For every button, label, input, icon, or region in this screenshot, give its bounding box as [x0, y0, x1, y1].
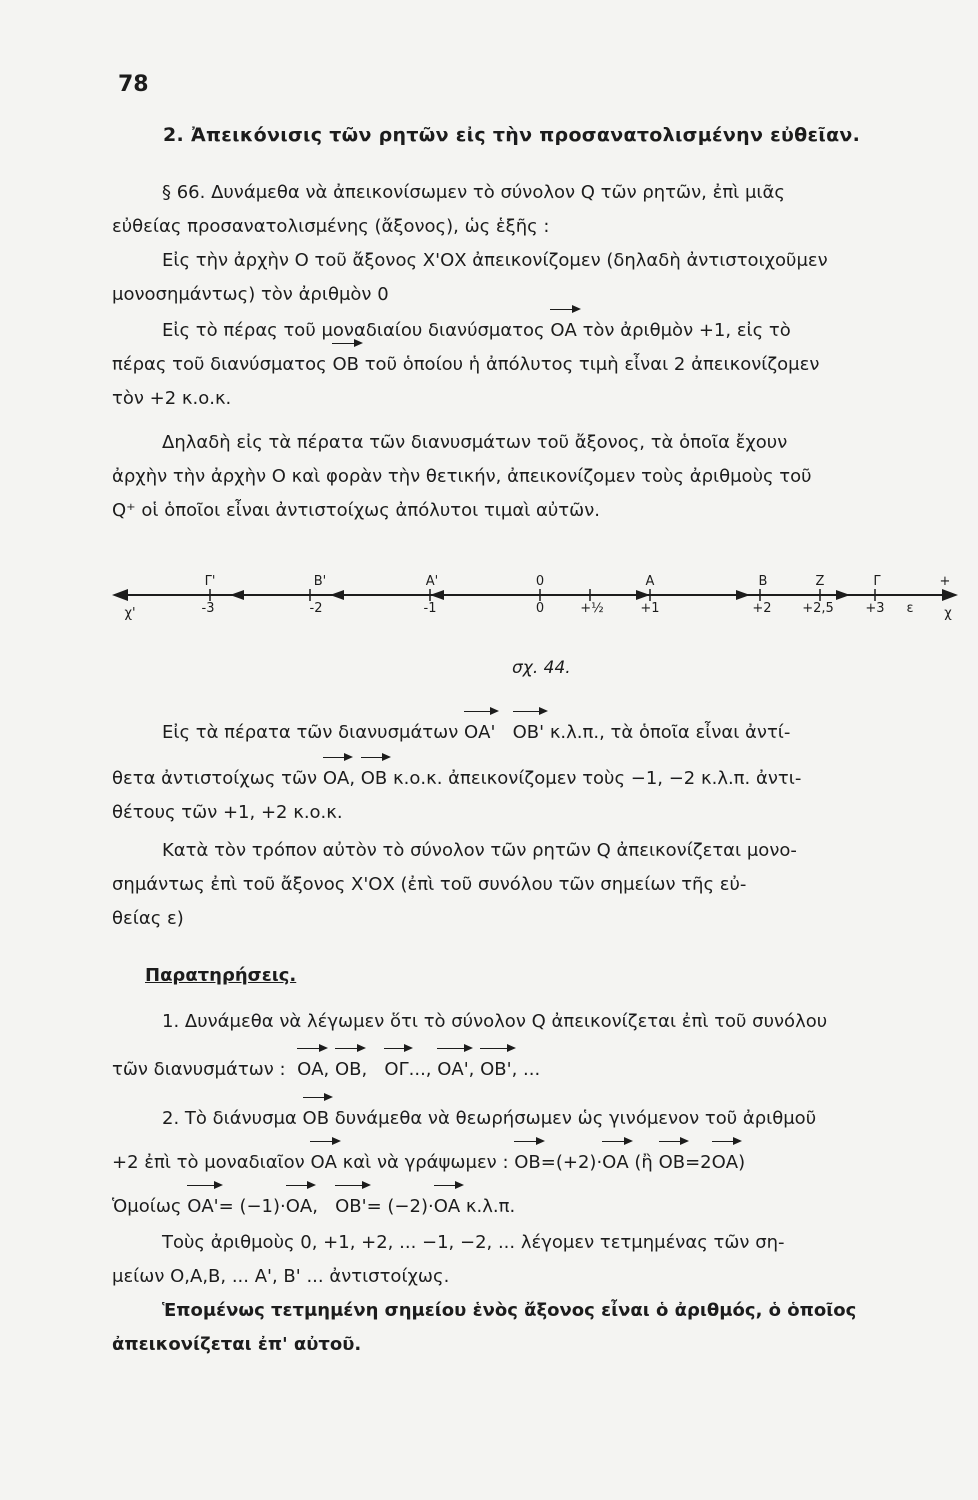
point-label-upper: Α': [425, 574, 439, 589]
text-line: Δηλαδὴ εἰς τὰ πέρατα τῶν διανυσμάτων τοῦ ἄξονος, τὰ ὁποῖα ἔχουν: [162, 432, 788, 453]
text: +2 ἐπὶ τὸ μοναδιαῖον: [112, 1152, 305, 1173]
formula: = (−2)·: [366, 1196, 434, 1217]
text-line: τῶν διανυσμάτων : ΟΑ, ΟΒ, ΟΓ..., ΟΑ', ΟΒ', ...: [112, 1053, 960, 1087]
unit-arrow: [430, 590, 444, 600]
text-line: θείας ε): [112, 908, 184, 929]
text-line: [112, 348, 960, 382]
formula: = (−1)·: [218, 1196, 286, 1217]
figure-caption: σχ. 44.: [512, 658, 571, 678]
vector-OA: ΟΑ: [323, 762, 349, 796]
paragraph-origin: [112, 244, 960, 312]
unit-arrow: [736, 590, 750, 600]
formula: =(+2)·: [540, 1152, 603, 1173]
vector-OB-prime: ΟΒ': [335, 1190, 366, 1224]
text: Εἰς τὸ πέρας τοῦ μοναδιαίου διανύσματος: [162, 320, 545, 341]
text-line: θετα ἀντιστοίχως τῶν ΟΑ, ΟΒ κ.ο.κ. ἀπεικονίζομεν τοὺς −1, −2 κ.λ.π. ἀντι-: [112, 762, 960, 796]
text: καὶ νὰ γράψωμεν :: [342, 1152, 509, 1173]
text: τὸν ἀριθμὸν +1, εἰς τὸ: [582, 320, 791, 341]
text-line: ἀρχὴν τὴν ἀρχὴν Ο καὶ φορὰν τὴν θετικήν, ἀπεικονίζομεν τοὺς ἀριθμοὺς τοῦ: [112, 466, 812, 487]
unit-arrow: [636, 590, 650, 600]
point-label-lower: +2,5: [802, 601, 834, 616]
point-label-lower: +3: [865, 601, 885, 616]
remark-1: [112, 1005, 960, 1087]
text-line: Q⁺ οἱ ὁποῖοι εἶναι ἀντιστοίχως ἀπόλυτοι τιμαὶ αὐτῶν.: [112, 500, 600, 521]
text-line: Εἰς τὴν ἀρχὴν Ο τοῦ ἄξονος Χ'ΟΧ ἀπεικονίζομεν (δηλαδὴ ἀντιστοιχοῦμεν: [162, 250, 828, 271]
text: 2. Τὸ διάνυσμα: [162, 1108, 297, 1129]
paragraph-unit-vector: [112, 314, 960, 416]
axis-arrow-right: [942, 589, 958, 601]
formula: (ἢ: [634, 1152, 653, 1173]
axis-arrow-left: [112, 589, 128, 601]
point-label-upper: Γ: [873, 574, 881, 589]
vector-OA-prime: ΟΑ': [437, 1053, 468, 1087]
point-label-upper: +: [939, 574, 951, 589]
text-line: θέτους τῶν +1, +2 κ.ο.κ.: [112, 802, 343, 823]
point-label-upper: 0: [535, 574, 545, 589]
text-line: ἀπεικονίζεται ἐπ' αὐτοῦ.: [112, 1334, 362, 1355]
text: τοῦ ὁποίου ἡ ἀπόλυτος τιμὴ εἶναι 2 ἀπεικονίζομεν: [364, 354, 820, 375]
point-label-upper: Α: [645, 574, 655, 589]
remark-2: [112, 1102, 960, 1224]
vector-OB: ΟΒ: [659, 1146, 686, 1180]
vector-OA: ΟΑ: [602, 1146, 628, 1180]
point-label-lower: -2: [309, 601, 323, 616]
vector-OA-prime: ΟΑ': [187, 1190, 218, 1224]
vector-OA-prime: ΟΑ': [464, 716, 495, 750]
unit-arrow: [836, 590, 850, 600]
formula: =2: [685, 1152, 712, 1173]
text-line: [112, 716, 960, 750]
vector-OG: ΟΓ: [384, 1053, 408, 1087]
point-label-upper: Ζ: [815, 574, 825, 589]
text-line: τὸν +2 κ.ο.κ.: [112, 388, 232, 409]
text-line: 1. Δυνάμεθα νὰ λέγωμεν ὅτι τὸ σύνολον Q ἀπεικονίζεται ἐπὶ τοῦ συνόλου: [162, 1011, 828, 1032]
point-label-lower: χ: [944, 606, 952, 621]
text-line: μείων Ο,Α,Β, ... Α', Β' ... ἀντιστοίχως.: [112, 1266, 450, 1287]
text-line: Κατὰ τὸν τρόπον αὐτὸν τὸ σύνολον τῶν ρητῶν Q ἀπεικονίζεται μονο-: [162, 840, 797, 861]
vector-OB: ΟΒ: [335, 1053, 362, 1087]
page-number: 78: [118, 72, 149, 97]
point-label-upper: Β: [758, 574, 768, 589]
point-label-upper: Β': [313, 574, 327, 589]
text: Ὁμοίως: [112, 1196, 182, 1217]
text: πέρας τοῦ διανύσματος: [112, 354, 327, 375]
section-title: 2. Ἀπεικόνισις τῶν ρητῶν εἰς τὴν προσανατολισμένην εὐθεῖαν.: [163, 124, 861, 146]
point-label-lower: -3: [201, 601, 215, 616]
text-line: μονοσημάντως) τὸν ἀριθμὸν 0: [112, 284, 389, 305]
point-label-lower: +½: [580, 601, 604, 616]
text: κ.λ.π., τὰ ὁποῖα εἶναι ἀντί-: [549, 722, 791, 743]
vector-OB: ΟΒ: [303, 1102, 330, 1136]
vector-OB: ΟΒ: [332, 348, 359, 382]
paragraph-conclusion: [112, 834, 960, 936]
unit-arrow: [230, 590, 244, 600]
text-line: +2 ἐπὶ τὸ μοναδιαῖον ΟΑ καὶ νὰ γράψωμεν : ΟΒ=(+2)·ΟΑ (ἢ ΟΒ=2ΟΑ): [112, 1146, 960, 1180]
vector-OA: ΟΑ: [434, 1190, 460, 1224]
vector-OB-prime: ΟΒ': [513, 716, 544, 750]
point-label-lower: -1: [423, 601, 437, 616]
vector-OA: ΟΑ: [550, 314, 576, 348]
paragraph-negative: [112, 716, 960, 830]
text: κ.ο.κ. ἀπεικονίζομεν τοὺς −1, −2 κ.λ.π. ἀντι-: [393, 768, 802, 789]
text-line: Τοὺς ἀριθμοὺς 0, +1, +2, ... −1, −2, ... λέγομεν τετμημένας τῶν ση-: [162, 1232, 785, 1253]
text: δυνάμεθα νὰ θεωρήσωμεν ὡς γινόμενον τοῦ ἀριθμοῦ: [334, 1108, 817, 1129]
vector-OB: ΟΒ: [361, 762, 388, 796]
paragraph-intro: [112, 176, 960, 244]
point-label-upper: Γ': [204, 574, 216, 589]
vector-OA: ΟΑ: [297, 1053, 323, 1087]
point-label-lower: χ': [124, 606, 136, 621]
text-line: σημάντως ἐπὶ τοῦ ἄξονος Χ'ΟΧ (ἐπὶ τοῦ συνόλου τῶν σημείων τῆς εὐ-: [112, 874, 747, 895]
text-line: Ἑπομένως τετμημένη σημείου ἑνὸς ἄξονος εἶναι ὁ ἀριθμός, ὁ ὁποῖος: [162, 1300, 857, 1321]
point-label-lower: +1: [640, 601, 660, 616]
vector-OB: ΟΒ: [514, 1146, 541, 1180]
vector-OA: ΟΑ: [712, 1146, 738, 1180]
unit-arrow: [330, 590, 344, 600]
text: θετα ἀντιστοίχως τῶν: [112, 768, 318, 789]
remarks-heading: Παρατηρήσεις.: [145, 965, 297, 986]
text-line: εὐθείας προσανατολισμένης (ἄξονος), ὡς ἑξῆς :: [112, 216, 550, 237]
number-line-figure: [110, 570, 960, 640]
text-line: [112, 314, 960, 348]
point-label-lower: +2: [752, 601, 772, 616]
text-line: [112, 1102, 960, 1136]
text: τῶν διανυσμάτων :: [112, 1059, 286, 1080]
text: κ.λ.π.: [465, 1196, 516, 1217]
point-label-lower: 0: [535, 601, 545, 616]
text: Εἰς τὰ πέρατα τῶν διανυσμάτων: [162, 722, 459, 743]
vector-OA: ΟΑ: [286, 1190, 312, 1224]
vector-OA: ΟΑ: [310, 1146, 336, 1180]
paragraph-abscissa: [112, 1226, 960, 1362]
vector-OB-prime: ΟΒ': [480, 1053, 511, 1087]
point-label-lower: ε: [906, 601, 914, 616]
paragraph-positive: [112, 426, 960, 528]
text-line: § 66. Δυνάμεθα νὰ ἀπεικονίσωμεν τὸ σύνολον Q τῶν ρητῶν, ἐπὶ μιᾶς: [162, 182, 785, 203]
text-line: Ὁμοίως ΟΑ'= (−1)·ΟΑ, ΟΒ'= (−2)·ΟΑ κ.λ.π.: [112, 1190, 960, 1224]
